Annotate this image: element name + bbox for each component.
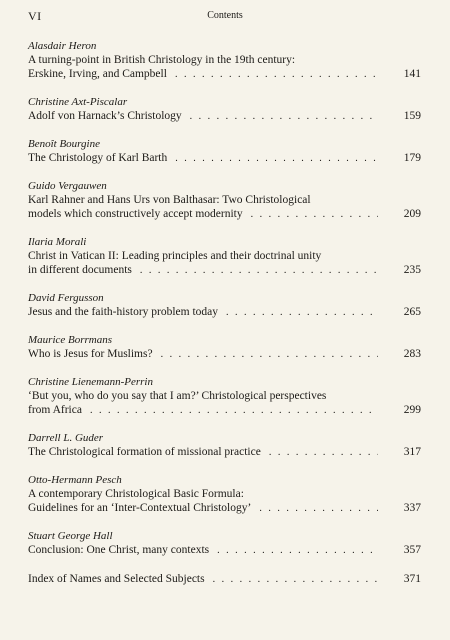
entry-author: David Fergusson (28, 292, 104, 304)
entry-author: Otto-Hermann Pesch (28, 474, 122, 486)
entry-title-line (28, 53, 388, 67)
entry-page-number: 265 (403, 306, 421, 318)
entry-title-line (28, 207, 421, 221)
entry-title-line (28, 249, 388, 263)
entry-title-text: Guidelines for an ‘Inter-Contextual Christology’ (28, 502, 252, 514)
dot-leader (175, 152, 378, 166)
toc-entry (28, 432, 421, 459)
entry-page-number: 317 (403, 446, 421, 458)
entry-title-text: Index of Names and Selected Subjects (28, 573, 205, 585)
entry-title-text: The Christological formation of missional practice (28, 446, 261, 458)
toc-entry (28, 96, 421, 123)
toc-entry (28, 180, 421, 221)
entry-title-line (28, 543, 421, 557)
entry-author: Benoît Bourgine (28, 138, 100, 150)
entry-title-text: A turning-point in British Christology in the 19th century: (28, 54, 296, 66)
entry-title-text: Conclusion: One Christ, many contexts (28, 544, 210, 556)
entry-title-line (28, 263, 421, 277)
running-head: Contents (207, 10, 243, 21)
dot-leader (161, 348, 378, 362)
entry-title-line (28, 151, 421, 165)
entry-title-text: Karl Rahner and Hans Urs von Balthasar: Two Christological (28, 194, 311, 206)
entry-author: Guido Vergauwen (28, 180, 107, 192)
entry-page-number: 235 (403, 264, 421, 276)
entry-title-text: Who is Jesus for Muslims? (28, 348, 153, 360)
entry-author: Maurice Borrmans (28, 334, 113, 346)
entry-page-number: 337 (403, 502, 421, 514)
toc-entry (28, 334, 421, 361)
dot-leader (269, 446, 378, 460)
entry-author: Christine Lienemann-Perrin (28, 376, 153, 388)
entry-title-line (28, 572, 421, 586)
entry-title-line (28, 109, 421, 123)
entry-title-line (28, 67, 421, 81)
entry-title-text: from Africa (28, 404, 82, 416)
entry-title-line (28, 487, 388, 501)
entry-title-line (28, 305, 421, 319)
entry-title-text: The Christology of Karl Barth (28, 152, 168, 164)
page-header (28, 9, 422, 25)
entry-page-number: 209 (403, 208, 421, 220)
entry-title-text: ‘But you, who do you say that I am?’ Christological perspectives (28, 390, 327, 402)
dot-leader (140, 264, 378, 278)
toc-entry (28, 572, 421, 586)
entry-title-text: Erskine, Irving, and Campbell (28, 68, 167, 80)
toc-entry (28, 236, 421, 277)
entry-title-text: in different documents (28, 264, 132, 276)
entry-title-line (28, 501, 421, 515)
toc-entry (28, 376, 421, 417)
entry-title-text: A contemporary Christological Basic Formula: (28, 488, 244, 500)
toc-entry (28, 40, 421, 81)
toc-entry (28, 138, 421, 165)
entry-title-line (28, 193, 388, 207)
entry-page-number: 299 (403, 404, 421, 416)
entry-title-text: models which constructively accept modernity (28, 208, 243, 220)
entry-page-number: 371 (403, 573, 421, 585)
entry-title-text: Jesus and the faith-history problem today (28, 306, 219, 318)
entry-author: Stuart George Hall (28, 530, 113, 542)
entry-author: Alasdair Heron (28, 40, 97, 52)
entry-title-line (28, 347, 421, 361)
dot-leader (226, 306, 378, 320)
dot-leader (213, 573, 378, 587)
entry-title-line (28, 389, 388, 403)
entry-page-number: 141 (403, 68, 421, 80)
dot-leader (175, 68, 378, 82)
dot-leader (90, 404, 378, 418)
toc-entry (28, 292, 421, 319)
entry-page-number: 159 (403, 110, 421, 122)
toc-entry (28, 474, 421, 515)
entry-title-text: Adolf von Harnack’s Christology (28, 110, 182, 122)
entry-title-line (28, 445, 421, 459)
dot-leader (217, 544, 378, 558)
entry-page-number: 357 (403, 544, 421, 556)
entry-author: Christine Axt-Piscalar (28, 96, 128, 108)
contents-list (28, 40, 421, 601)
entry-page-number: 283 (403, 348, 421, 360)
entry-author: Ilaria Morali (28, 236, 87, 248)
toc-entry (28, 530, 421, 557)
entry-author: Darrell L. Guder (28, 432, 104, 444)
entry-page-number: 179 (403, 152, 421, 164)
dot-leader (190, 110, 378, 124)
entry-title-text: Christ in Vatican II: Leading principles and their doctrinal unity (28, 250, 322, 262)
dot-leader (251, 208, 378, 222)
dot-leader (259, 502, 378, 516)
entry-title-line (28, 403, 421, 417)
page-number: VI (28, 9, 42, 23)
